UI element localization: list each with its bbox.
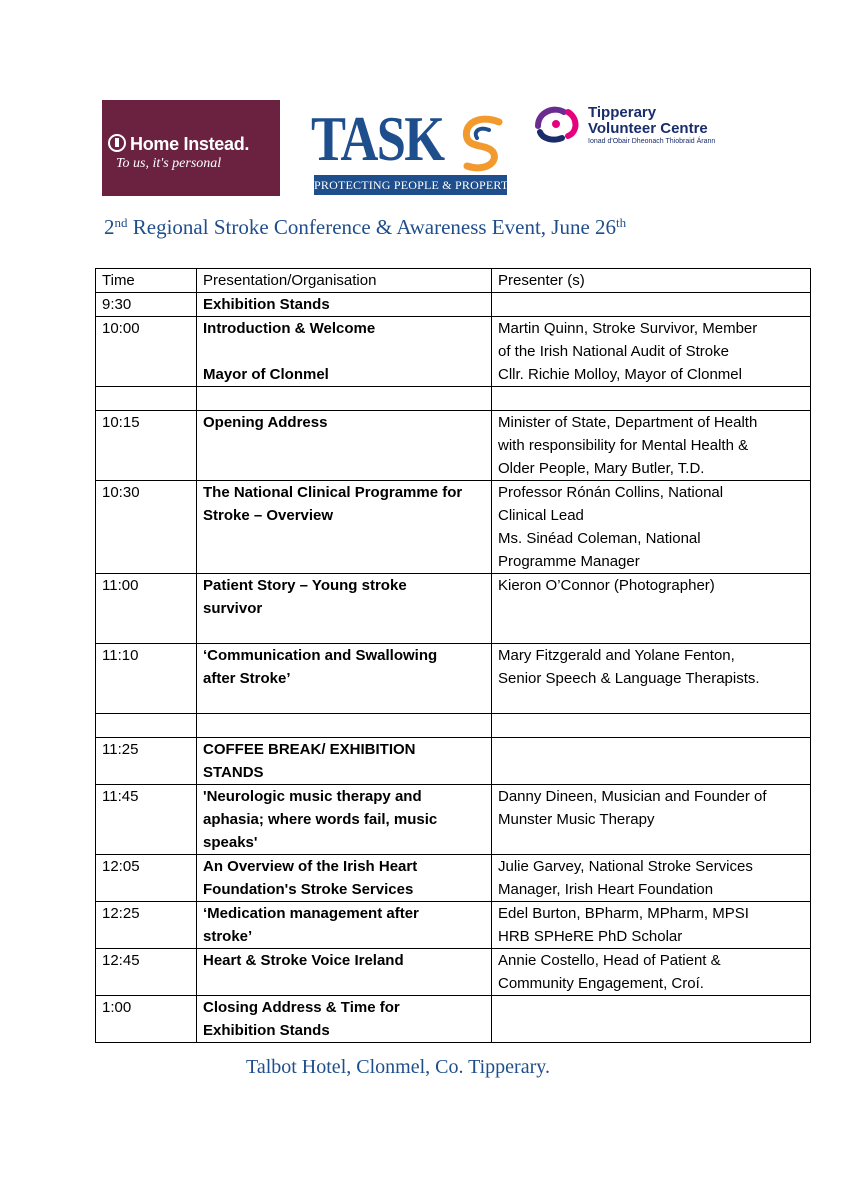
cell-presenter <box>492 738 811 785</box>
cell-presentation <box>197 738 492 785</box>
cell-presenter <box>492 855 811 902</box>
cell-presenter-line: Minister of State, Department of Health <box>498 414 758 431</box>
table-row <box>96 644 811 714</box>
cell-presentation <box>197 574 492 644</box>
home-instead-brand <box>108 134 280 155</box>
cell-presenter-line: with responsibility for Mental Health & <box>498 437 749 454</box>
cell-presentation-line: Heart & Stroke Voice Ireland <box>203 952 404 969</box>
cell-presenter-empty <box>498 738 804 761</box>
cell-presenter <box>492 317 811 387</box>
title-text: Regional Stroke Conference & Awareness Event, June 26 <box>127 215 617 239</box>
title-ordinal-suffix: nd <box>114 215 128 230</box>
cell-presentation-line: Mayor of Clonmel <box>203 366 329 383</box>
cell-presenter-line: Annie Costello, Head of Patient & <box>498 952 721 969</box>
cell-presentation-line: Opening Address <box>203 414 328 431</box>
cell-presentation-empty <box>203 714 485 737</box>
cell-time: 11:25 <box>96 738 197 785</box>
cell-presenter-line: Danny Dineen, Musician and Founder of <box>498 788 767 805</box>
cell-presentation-line: ‘Communication and Swallowing <box>203 647 438 664</box>
cell-time: 10:30 <box>96 481 197 574</box>
cell-presentation <box>197 387 492 411</box>
cell-presenter-line: Senior Speech & Language Therapists. <box>498 670 760 687</box>
cell-presenter <box>492 714 811 738</box>
header-presentation: Presentation/Organisation <box>197 269 492 293</box>
cell-presentation-line: Exhibition Stands <box>203 1022 330 1039</box>
cell-presentation-line: Patient Story – Young stroke <box>203 577 407 594</box>
cell-time: 1:00 <box>96 996 197 1043</box>
cell-presenter <box>492 996 811 1043</box>
home-instead-logo <box>102 100 280 196</box>
venue-line: Talbot Hotel, Clonmel, Co. Tipperary. <box>246 1056 550 1078</box>
cell-presentation-line: survivor <box>203 600 263 617</box>
cell-presentation-line: STANDS <box>203 764 264 781</box>
title-date-suffix: th <box>616 215 627 230</box>
cell-presentation-line: Foundation's Stroke Services <box>203 881 414 898</box>
cell-presenter <box>492 293 811 317</box>
table-row <box>96 855 811 902</box>
cell-presentation-line: ‘Medication management after <box>203 905 419 922</box>
cell-presenter <box>492 902 811 949</box>
cell-presentation <box>197 996 492 1043</box>
cell-presentation-line <box>203 340 485 363</box>
cell-presenter <box>492 411 811 481</box>
cell-presenter-empty <box>498 387 804 410</box>
cell-time: 12:45 <box>96 949 197 996</box>
tvc-name-line1: Tipperary <box>588 104 657 121</box>
cell-presentation <box>197 644 492 714</box>
table-row <box>96 738 811 785</box>
task-tagline: PROTECTING PEOPLE & PROPERTY <box>314 175 507 195</box>
cell-presentation <box>197 317 492 387</box>
cell-presentation-line: after Stroke’ <box>203 670 291 687</box>
table-row <box>96 714 811 738</box>
cell-time: 11:10 <box>96 644 197 714</box>
home-instead-emblem-icon <box>108 134 126 152</box>
cell-time: 11:00 <box>96 574 197 644</box>
cell-presentation-line: An Overview of the Irish Heart <box>203 858 418 875</box>
cell-presenter <box>492 574 811 644</box>
table-row <box>96 387 811 411</box>
cell-presenter-line: Community Engagement, Croí. <box>498 975 704 992</box>
table-row <box>96 293 811 317</box>
cell-presenter <box>492 644 811 714</box>
header-presenter: Presenter (s) <box>492 269 811 293</box>
cell-time <box>96 387 197 411</box>
volunteer-swirl-icon <box>532 104 582 144</box>
cell-presenter-line: Programme Manager <box>498 553 640 570</box>
agenda-table <box>95 268 811 1043</box>
cell-time: 12:05 <box>96 855 197 902</box>
cell-presentation-line: COFFEE BREAK/ EXHIBITION <box>203 741 416 758</box>
cell-time <box>96 714 197 738</box>
task-logo <box>311 103 518 196</box>
cell-presentation-empty <box>203 387 485 410</box>
table-row <box>96 902 811 949</box>
cell-presenter-line: Older People, Mary Butler, T.D. <box>498 460 705 477</box>
cell-time: 10:15 <box>96 411 197 481</box>
cell-presenter-line: Mary Fitzgerald and Yolane Fenton, <box>498 647 735 664</box>
home-instead-tagline: To us, it's personal <box>116 156 222 171</box>
table-row <box>96 481 811 574</box>
cell-presentation-line: Closing Address & Time for <box>203 999 400 1016</box>
cell-presenter-line: Manager, Irish Heart Foundation <box>498 881 714 898</box>
table-row <box>96 785 811 855</box>
table-row <box>96 317 811 387</box>
cell-presenter-line: Martin Quinn, Stroke Survivor, Member <box>498 320 758 337</box>
table-row <box>96 949 811 996</box>
cell-presentation <box>197 902 492 949</box>
task-wordmark: TASK <box>311 103 444 174</box>
cell-presentation-line: The National Clinical Programme for <box>203 484 463 501</box>
table-row <box>96 411 811 481</box>
title-ordinal: 2 <box>104 215 115 239</box>
cell-presentation <box>197 293 492 317</box>
cell-presenter-line: Julie Garvey, National Stroke Services <box>498 858 753 875</box>
cell-presenter-line: HRB SPHeRE PhD Scholar <box>498 928 683 945</box>
event-title <box>104 215 626 240</box>
cell-presenter-line: Professor Rónán Collins, National <box>498 484 724 501</box>
cell-time: 12:25 <box>96 902 197 949</box>
table-row <box>96 996 811 1043</box>
cell-presenter <box>492 785 811 855</box>
cell-presentation-line: Introduction & Welcome <box>203 320 376 337</box>
cell-time: 11:45 <box>96 785 197 855</box>
cell-time: 9:30 <box>96 293 197 317</box>
cell-presenter <box>492 387 811 411</box>
cell-presenter-line: Munster Music Therapy <box>498 811 655 828</box>
cell-presentation <box>197 481 492 574</box>
cell-presentation <box>197 855 492 902</box>
cell-presentation-line: speaks' <box>203 834 258 851</box>
cell-presentation-line: stroke’ <box>203 928 253 945</box>
cell-presentation-line: Exhibition Stands <box>203 296 330 313</box>
tvc-irish-name: Ionad d'Obair Dheonach Thiobraid Árann <box>588 138 716 145</box>
cell-time: 10:00 <box>96 317 197 387</box>
cell-presentation <box>197 714 492 738</box>
cell-presenter-line: Edel Burton, BPharm, MPharm, MPSI <box>498 905 749 922</box>
cell-presenter <box>492 481 811 574</box>
cell-presenter-empty <box>498 714 804 737</box>
tipperary-volunteer-centre-logo <box>532 104 732 150</box>
cell-presentation <box>197 949 492 996</box>
cell-presenter-line: Clinical Lead <box>498 507 584 524</box>
tvc-name-line2: Volunteer Centre <box>588 120 708 137</box>
cell-presenter-line: Cllr. Richie Molloy, Mayor of Clonmel <box>498 366 742 383</box>
cell-presentation-line: Stroke – Overview <box>203 507 334 524</box>
task-swirl-icon <box>459 114 505 174</box>
cell-presenter <box>492 949 811 996</box>
home-instead-brand-text: Home Instead. <box>130 134 250 154</box>
header-time: Time <box>96 269 197 293</box>
cell-presenter-empty <box>498 293 804 316</box>
cell-presenter-line: Ms. Sinéad Coleman, National <box>498 530 701 547</box>
table-row <box>96 574 811 644</box>
cell-presentation-line: 'Neurologic music therapy and <box>203 788 422 805</box>
cell-presenter-empty <box>498 996 804 1019</box>
cell-presentation <box>197 785 492 855</box>
cell-presentation-line: aphasia; where words fail, music <box>203 811 438 828</box>
table-header-row <box>96 269 811 293</box>
cell-presenter-line: Kieron O’Connor (Photographer) <box>498 577 715 594</box>
cell-presentation <box>197 411 492 481</box>
cell-presenter-line: of the Irish National Audit of Stroke <box>498 343 729 360</box>
